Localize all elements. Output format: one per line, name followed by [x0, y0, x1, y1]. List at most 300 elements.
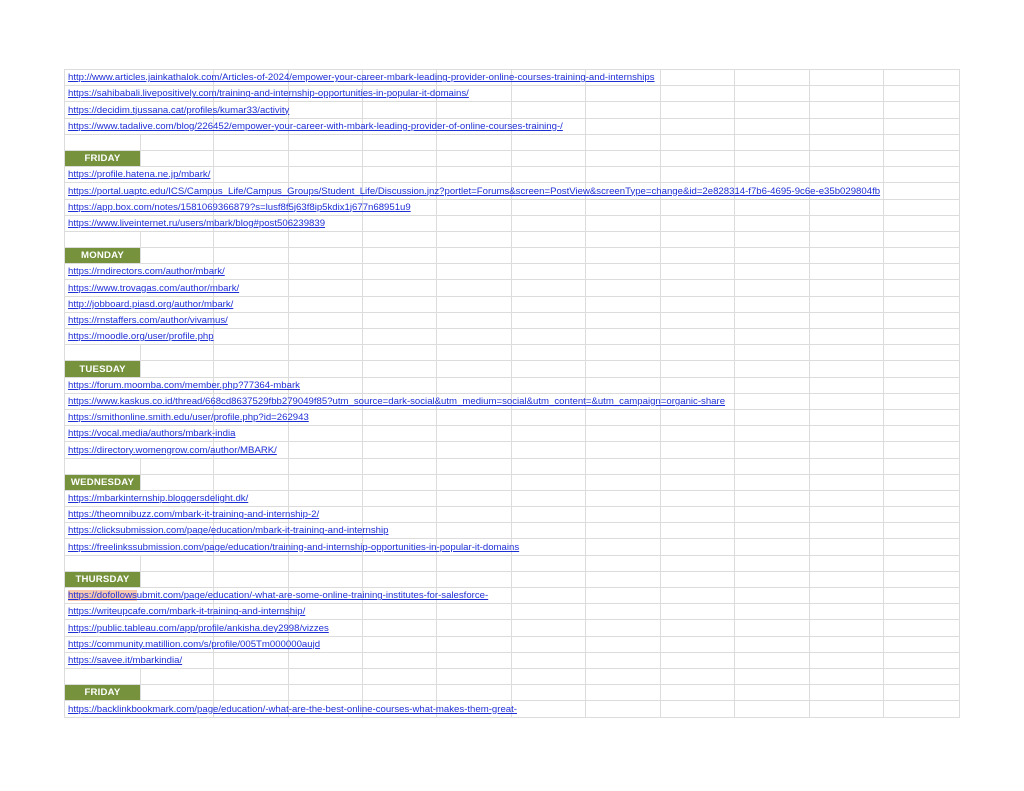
empty-cell[interactable]	[661, 652, 735, 668]
empty-cell[interactable]	[512, 442, 586, 458]
empty-cell[interactable]	[363, 604, 437, 620]
empty-cell[interactable]	[586, 555, 661, 571]
empty-cell[interactable]	[512, 523, 586, 539]
empty-cell[interactable]	[214, 248, 289, 264]
empty-cell[interactable]	[810, 668, 884, 684]
empty-cell[interactable]	[214, 134, 289, 150]
empty-cell[interactable]	[512, 134, 586, 150]
empty-cell[interactable]	[363, 555, 437, 571]
empty-cell[interactable]	[512, 345, 586, 361]
empty-cell[interactable]	[884, 150, 960, 166]
empty-cell[interactable]	[586, 685, 661, 701]
empty-cell[interactable]	[141, 474, 214, 490]
empty-cell[interactable]	[512, 652, 586, 668]
empty-cell[interactable]	[289, 134, 363, 150]
empty-cell[interactable]	[810, 167, 884, 183]
url-link[interactable]: https://rnstaffers.com/author/vivamus/	[68, 315, 228, 326]
empty-cell[interactable]	[810, 409, 884, 425]
empty-cell[interactable]	[735, 329, 810, 345]
empty-cell[interactable]	[810, 118, 884, 134]
empty-cell[interactable]	[810, 329, 884, 345]
link-cell[interactable]	[65, 167, 211, 183]
empty-cell[interactable]	[363, 167, 437, 183]
empty-cell[interactable]	[735, 215, 810, 231]
empty-cell[interactable]	[214, 329, 289, 345]
empty-cell[interactable]	[661, 604, 735, 620]
empty-cell[interactable]	[437, 555, 512, 571]
url-link[interactable]: https://directory.womengrow.com/author/MBARK/	[68, 444, 277, 456]
empty-cell[interactable]	[586, 523, 661, 539]
empty-cell[interactable]	[661, 329, 735, 345]
link-cell[interactable]	[65, 588, 489, 604]
empty-cell[interactable]	[884, 248, 960, 264]
empty-cell[interactable]	[884, 183, 960, 199]
link-cell[interactable]	[65, 280, 240, 296]
empty-cell[interactable]	[363, 134, 437, 150]
empty-cell[interactable]	[735, 409, 810, 425]
empty-cell[interactable]	[437, 345, 512, 361]
link-cell[interactable]	[65, 490, 249, 506]
empty-cell[interactable]	[437, 248, 512, 264]
empty-cell[interactable]	[363, 620, 437, 636]
empty-cell[interactable]	[884, 199, 960, 215]
empty-cell[interactable]	[363, 215, 437, 231]
empty-cell[interactable]	[289, 102, 363, 118]
empty-cell[interactable]	[214, 474, 289, 490]
url-link[interactable]: https://www.trovagas.com/author/mbark/	[68, 282, 240, 294]
empty-cell[interactable]	[810, 377, 884, 393]
empty-cell[interactable]	[735, 571, 810, 587]
empty-cell[interactable]	[586, 150, 661, 166]
empty-cell[interactable]	[810, 102, 884, 118]
empty-cell[interactable]	[141, 361, 214, 377]
empty-cell[interactable]	[65, 668, 141, 684]
link-cell[interactable]	[65, 199, 411, 215]
empty-cell[interactable]	[289, 652, 363, 668]
empty-cell[interactable]	[512, 377, 586, 393]
day-header-cell[interactable]: FRIDAY	[65, 150, 141, 166]
empty-cell[interactable]	[512, 426, 586, 442]
empty-cell[interactable]	[214, 458, 289, 474]
empty-cell[interactable]	[884, 280, 960, 296]
empty-cell[interactable]	[437, 523, 512, 539]
empty-cell[interactable]	[661, 377, 735, 393]
empty-cell[interactable]	[437, 604, 512, 620]
empty-cell[interactable]	[586, 102, 661, 118]
link-cell[interactable]	[65, 620, 329, 636]
empty-cell[interactable]	[661, 474, 735, 490]
empty-cell[interactable]	[735, 377, 810, 393]
empty-cell[interactable]	[735, 393, 810, 409]
empty-cell[interactable]	[661, 361, 735, 377]
empty-cell[interactable]	[810, 426, 884, 442]
empty-cell[interactable]	[512, 248, 586, 264]
empty-cell[interactable]	[289, 490, 363, 506]
link-cell[interactable]	[65, 442, 277, 458]
url-link[interactable]: https://www.tadalive.com/blog/226452/empower-your-career-with-mbark-leading-provider-of-online-courses-training-/	[68, 120, 563, 132]
url-link[interactable]: https://writeupcafe.com/mbark-it-training-and-internship/	[68, 606, 306, 618]
empty-cell[interactable]	[363, 474, 437, 490]
empty-cell[interactable]	[214, 167, 289, 183]
empty-cell[interactable]	[661, 539, 735, 555]
empty-cell[interactable]	[363, 685, 437, 701]
empty-cell[interactable]	[512, 668, 586, 684]
empty-cell[interactable]	[661, 507, 735, 523]
empty-cell[interactable]	[437, 264, 512, 280]
empty-cell[interactable]	[661, 102, 735, 118]
empty-cell[interactable]	[810, 474, 884, 490]
empty-cell[interactable]	[363, 409, 437, 425]
empty-cell[interactable]	[512, 474, 586, 490]
empty-cell[interactable]	[884, 361, 960, 377]
empty-cell[interactable]	[363, 361, 437, 377]
empty-cell[interactable]	[810, 588, 884, 604]
url-link[interactable]: http://jobboard.piasd.org/author/mbark/	[68, 298, 234, 310]
empty-cell[interactable]	[810, 361, 884, 377]
empty-cell[interactable]	[884, 442, 960, 458]
empty-cell[interactable]	[586, 636, 661, 652]
empty-cell[interactable]	[141, 571, 214, 587]
url-link[interactable]	[65, 590, 488, 601]
empty-cell[interactable]	[289, 264, 363, 280]
empty-cell[interactable]	[512, 636, 586, 652]
empty-cell[interactable]	[884, 474, 960, 490]
empty-cell[interactable]	[289, 329, 363, 345]
empty-cell[interactable]	[661, 701, 735, 717]
empty-cell[interactable]	[363, 296, 437, 312]
empty-cell[interactable]	[65, 555, 141, 571]
empty-cell[interactable]	[735, 296, 810, 312]
empty-cell[interactable]	[735, 312, 810, 328]
empty-cell[interactable]	[512, 312, 586, 328]
empty-cell[interactable]	[735, 167, 810, 183]
empty-cell[interactable]	[810, 523, 884, 539]
empty-cell[interactable]	[586, 571, 661, 587]
link-cell[interactable]	[65, 652, 183, 668]
empty-cell[interactable]	[363, 280, 437, 296]
empty-cell[interactable]	[289, 458, 363, 474]
url-link[interactable]: https://savee.it/mbarkindia/	[68, 654, 183, 666]
url-link[interactable]: https://public.tableau.com/app/profile/ankisha.dey2998/vizzes	[68, 622, 329, 634]
empty-cell[interactable]	[735, 264, 810, 280]
empty-cell[interactable]	[884, 134, 960, 150]
empty-cell[interactable]	[586, 86, 661, 102]
empty-cell[interactable]	[884, 102, 960, 118]
empty-cell[interactable]	[884, 118, 960, 134]
empty-cell[interactable]	[586, 118, 661, 134]
empty-cell[interactable]	[735, 280, 810, 296]
empty-cell[interactable]	[735, 474, 810, 490]
empty-cell[interactable]	[884, 231, 960, 247]
empty-cell[interactable]	[810, 652, 884, 668]
empty-cell[interactable]	[661, 523, 735, 539]
link-cell[interactable]	[65, 426, 236, 442]
empty-cell[interactable]	[884, 215, 960, 231]
url-link[interactable]: https://forum.moomba.com/member.php?77364-mbark	[68, 379, 300, 391]
empty-cell[interactable]	[65, 458, 141, 474]
empty-cell[interactable]	[512, 685, 586, 701]
empty-cell[interactable]	[437, 377, 512, 393]
empty-cell[interactable]	[512, 167, 586, 183]
empty-cell[interactable]	[586, 264, 661, 280]
empty-cell[interactable]	[810, 636, 884, 652]
empty-cell[interactable]	[141, 345, 214, 361]
empty-cell[interactable]	[512, 102, 586, 118]
link-cell[interactable]	[65, 636, 321, 652]
link-cell[interactable]	[65, 393, 726, 409]
empty-cell[interactable]	[735, 150, 810, 166]
empty-cell[interactable]	[810, 442, 884, 458]
empty-cell[interactable]	[214, 361, 289, 377]
empty-cell[interactable]	[586, 668, 661, 684]
url-link[interactable]: https://clicksubmission.com/page/education/mbark-it-training-and-internship	[68, 525, 389, 537]
empty-cell[interactable]	[289, 345, 363, 361]
day-header-cell[interactable]: TUESDAY	[65, 361, 141, 377]
empty-cell[interactable]	[586, 312, 661, 328]
empty-cell[interactable]	[884, 507, 960, 523]
empty-cell[interactable]	[884, 345, 960, 361]
empty-cell[interactable]	[214, 555, 289, 571]
empty-cell[interactable]	[586, 248, 661, 264]
empty-cell[interactable]	[289, 150, 363, 166]
empty-cell[interactable]	[810, 70, 884, 86]
url-link[interactable]: https://portal.uaptc.edu/ICS/Campus_Life/Campus_Groups/Student_Life/Discussion.jnz?portlet=Forums&screen=PostView&screenType=change&id=2e828314-f7b6-4695-9c6e-e35b029804fb	[68, 185, 881, 197]
empty-cell[interactable]	[512, 620, 586, 636]
empty-cell[interactable]	[586, 329, 661, 345]
url-link[interactable]: https://www.liveinternet.ru/users/mbark/blog#post506239839	[68, 217, 326, 229]
empty-cell[interactable]	[437, 167, 512, 183]
empty-cell[interactable]	[735, 248, 810, 264]
empty-cell[interactable]	[810, 231, 884, 247]
empty-cell[interactable]	[884, 296, 960, 312]
empty-cell[interactable]	[884, 652, 960, 668]
empty-cell[interactable]	[512, 86, 586, 102]
link-cell[interactable]	[65, 296, 234, 312]
link-cell[interactable]	[65, 70, 655, 86]
empty-cell[interactable]	[586, 409, 661, 425]
day-header-cell[interactable]: WEDNESDAY	[65, 474, 141, 490]
empty-cell[interactable]	[810, 539, 884, 555]
empty-cell[interactable]	[884, 604, 960, 620]
empty-cell[interactable]	[735, 134, 810, 150]
empty-cell[interactable]	[437, 280, 512, 296]
empty-cell[interactable]	[437, 458, 512, 474]
empty-cell[interactable]	[437, 426, 512, 442]
empty-cell[interactable]	[735, 361, 810, 377]
empty-cell[interactable]	[363, 377, 437, 393]
empty-cell[interactable]	[735, 426, 810, 442]
empty-cell[interactable]	[884, 636, 960, 652]
empty-cell[interactable]	[735, 523, 810, 539]
url-link[interactable]: https://profile.hatena.ne.jp/mbark/	[68, 169, 211, 181]
link-cell[interactable]	[65, 102, 290, 118]
empty-cell[interactable]	[810, 620, 884, 636]
empty-cell[interactable]	[661, 636, 735, 652]
empty-cell[interactable]	[363, 312, 437, 328]
empty-cell[interactable]	[512, 701, 586, 717]
empty-cell[interactable]	[884, 490, 960, 506]
empty-cell[interactable]	[289, 361, 363, 377]
link-cell[interactable]	[65, 118, 563, 134]
link-cell[interactable]	[65, 329, 214, 345]
empty-cell[interactable]	[810, 685, 884, 701]
empty-cell[interactable]	[437, 668, 512, 684]
empty-cell[interactable]	[661, 685, 735, 701]
url-link[interactable]: https://vocal.media/authors/mbark-india	[68, 428, 236, 440]
empty-cell[interactable]	[363, 329, 437, 345]
empty-cell[interactable]	[661, 490, 735, 506]
empty-cell[interactable]	[661, 231, 735, 247]
link-cell[interactable]	[65, 409, 309, 425]
empty-cell[interactable]	[586, 377, 661, 393]
empty-cell[interactable]	[735, 231, 810, 247]
empty-cell[interactable]	[141, 685, 214, 701]
empty-cell[interactable]	[735, 86, 810, 102]
empty-cell[interactable]	[661, 280, 735, 296]
empty-cell[interactable]	[289, 296, 363, 312]
empty-cell[interactable]	[289, 442, 363, 458]
empty-cell[interactable]	[363, 426, 437, 442]
empty-cell[interactable]	[437, 361, 512, 377]
empty-cell[interactable]	[810, 604, 884, 620]
empty-cell[interactable]	[661, 668, 735, 684]
url-link[interactable]: https://smithonline.smith.edu/user/profile.php?id=262943	[68, 412, 309, 424]
empty-cell[interactable]	[289, 685, 363, 701]
empty-cell[interactable]	[512, 329, 586, 345]
empty-cell[interactable]	[289, 668, 363, 684]
empty-cell[interactable]	[884, 539, 960, 555]
url-link[interactable]: https://decidim.tjussana.cat/profiles/kumar33/activity	[68, 104, 290, 116]
empty-cell[interactable]	[735, 555, 810, 571]
empty-cell[interactable]	[437, 296, 512, 312]
empty-cell[interactable]	[661, 118, 735, 134]
empty-cell[interactable]	[512, 490, 586, 506]
empty-cell[interactable]	[512, 199, 586, 215]
link-cell[interactable]	[65, 507, 320, 523]
empty-cell[interactable]	[363, 345, 437, 361]
empty-cell[interactable]	[586, 620, 661, 636]
link-cell[interactable]	[65, 523, 389, 539]
empty-cell[interactable]	[661, 215, 735, 231]
empty-cell[interactable]	[735, 539, 810, 555]
empty-cell[interactable]	[512, 555, 586, 571]
empty-cell[interactable]	[437, 490, 512, 506]
url-link[interactable]: https://theomnibuzz.com/mbark-it-training-and-internship-2/	[68, 509, 320, 521]
empty-cell[interactable]	[512, 215, 586, 231]
empty-cell[interactable]	[141, 150, 214, 166]
empty-cell[interactable]	[810, 199, 884, 215]
empty-cell[interactable]	[363, 231, 437, 247]
empty-cell[interactable]	[661, 150, 735, 166]
empty-cell[interactable]	[586, 426, 661, 442]
empty-cell[interactable]	[437, 102, 512, 118]
url-link[interactable]: https://community.matillion.com/s/profile/005Tm000000aujd	[68, 638, 321, 650]
empty-cell[interactable]	[363, 102, 437, 118]
empty-cell[interactable]	[512, 409, 586, 425]
empty-cell[interactable]	[512, 361, 586, 377]
empty-cell[interactable]	[437, 474, 512, 490]
empty-cell[interactable]	[214, 150, 289, 166]
empty-cell[interactable]	[214, 668, 289, 684]
empty-cell[interactable]	[810, 507, 884, 523]
empty-cell[interactable]	[586, 167, 661, 183]
url-link[interactable]: https://backlinkbookmark.com/page/education/-what-are-the-best-online-courses-what-makes-them-great-	[68, 703, 517, 715]
empty-cell[interactable]	[661, 70, 735, 86]
link-cell[interactable]	[65, 86, 469, 102]
empty-cell[interactable]	[289, 167, 363, 183]
empty-cell[interactable]	[661, 409, 735, 425]
empty-cell[interactable]	[735, 685, 810, 701]
empty-cell[interactable]	[884, 523, 960, 539]
url-link[interactable]: https://freelinkssubmission.com/page/education/training-and-internship-opportunities-in-popular-it-domains	[68, 541, 520, 553]
empty-cell[interactable]	[884, 668, 960, 684]
link-cell[interactable]	[65, 701, 517, 717]
empty-cell[interactable]	[735, 588, 810, 604]
empty-cell[interactable]	[884, 312, 960, 328]
empty-cell[interactable]	[884, 458, 960, 474]
empty-cell[interactable]	[810, 571, 884, 587]
empty-cell[interactable]	[363, 652, 437, 668]
empty-cell[interactable]	[810, 458, 884, 474]
empty-cell[interactable]	[512, 150, 586, 166]
empty-cell[interactable]	[289, 248, 363, 264]
empty-cell[interactable]	[661, 620, 735, 636]
empty-cell[interactable]	[810, 490, 884, 506]
empty-cell[interactable]	[512, 280, 586, 296]
link-cell[interactable]	[65, 377, 300, 393]
link-cell[interactable]	[65, 215, 326, 231]
empty-cell[interactable]	[661, 312, 735, 328]
empty-cell[interactable]	[586, 442, 661, 458]
empty-cell[interactable]	[735, 442, 810, 458]
day-header-cell[interactable]: MONDAY	[65, 248, 141, 264]
empty-cell[interactable]	[214, 571, 289, 587]
empty-cell[interactable]	[363, 636, 437, 652]
empty-cell[interactable]	[512, 231, 586, 247]
empty-cell[interactable]	[661, 571, 735, 587]
empty-cell[interactable]	[884, 701, 960, 717]
empty-cell[interactable]	[586, 231, 661, 247]
empty-cell[interactable]	[586, 588, 661, 604]
empty-cell[interactable]	[884, 620, 960, 636]
empty-cell[interactable]	[884, 393, 960, 409]
empty-cell[interactable]	[735, 118, 810, 134]
empty-cell[interactable]	[586, 604, 661, 620]
empty-cell[interactable]	[512, 507, 586, 523]
url-link[interactable]: https://moodle.org/user/profile.php	[68, 331, 214, 343]
empty-cell[interactable]	[363, 507, 437, 523]
empty-cell[interactable]	[437, 409, 512, 425]
empty-cell[interactable]	[810, 393, 884, 409]
empty-cell[interactable]	[363, 458, 437, 474]
empty-cell[interactable]	[289, 231, 363, 247]
empty-cell[interactable]	[586, 652, 661, 668]
empty-cell[interactable]	[661, 345, 735, 361]
empty-cell[interactable]	[661, 296, 735, 312]
empty-cell[interactable]	[810, 134, 884, 150]
empty-cell[interactable]	[289, 280, 363, 296]
empty-cell[interactable]	[810, 86, 884, 102]
empty-cell[interactable]	[735, 636, 810, 652]
empty-cell[interactable]	[735, 620, 810, 636]
empty-cell[interactable]	[884, 409, 960, 425]
empty-cell[interactable]	[810, 701, 884, 717]
empty-cell[interactable]	[437, 134, 512, 150]
empty-cell[interactable]	[735, 652, 810, 668]
url-link[interactable]: https://mbarkinternship.bloggersdelight.dk/	[68, 493, 249, 505]
empty-cell[interactable]	[437, 215, 512, 231]
empty-cell[interactable]	[810, 296, 884, 312]
